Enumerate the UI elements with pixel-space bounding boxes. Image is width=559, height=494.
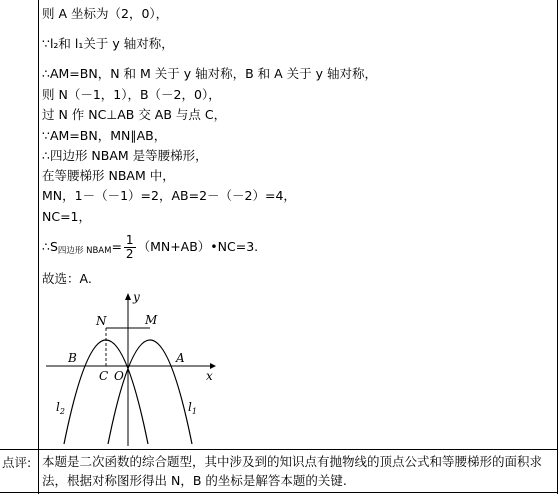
step-6: ∵AM=BN，MN∥AB， xyxy=(42,128,167,143)
bottom-border xyxy=(0,492,558,493)
label-m: M xyxy=(145,313,158,327)
label-l2: $l_2$ xyxy=(56,400,65,416)
step-8: 在等腰梯形 NBAM 中， xyxy=(42,168,175,183)
label-o: O xyxy=(114,369,124,383)
area-subscript: 四边形 NBAM xyxy=(57,246,112,256)
fraction-denominator: 2 xyxy=(125,247,134,261)
area-suffix: （MN+AB）•NC=3. xyxy=(137,239,259,254)
step-7: ∴四边形 NBAM 是等腰梯形， xyxy=(42,148,208,163)
y-axis-arrow xyxy=(125,293,131,300)
label-x: x xyxy=(206,369,213,383)
step-1: 则 A 坐标为（2，0）， xyxy=(42,6,169,21)
step-3: ∴AM=BN，N 和 M 关于 y 轴对称，B 和 A 关于 y 轴对称， xyxy=(42,66,377,81)
review-label: 点评: xyxy=(2,455,32,470)
review-text: 本题是二次函数的综合题型，其中涉及到的知识点有抛物线的顶点公式和等腰梯形的面积求法，根据对称图形得出 N，B 的坐标是解答本题的关键. xyxy=(42,454,543,488)
area-equals: = xyxy=(111,239,122,254)
parabola-diagram xyxy=(38,288,238,448)
fraction-numerator: 1 xyxy=(125,233,134,247)
review-row-top-border xyxy=(0,449,558,450)
area-prefix: ∴S xyxy=(42,239,58,254)
step-5: 过 N 作 NC⊥AB 交 AB 与点 C， xyxy=(42,107,227,122)
label-n: N xyxy=(96,314,107,328)
step-2: ∵l₂和 l₁关于 y 轴对称， xyxy=(42,36,174,51)
label-c: C xyxy=(99,369,109,383)
label-l1: $l_1$ xyxy=(188,400,197,416)
step-10: NC=1， xyxy=(42,209,92,224)
step-4: 则 N（－1，1），B（－2，0）， xyxy=(42,87,221,102)
area-formula xyxy=(42,232,258,266)
answer-line: 故选：A. xyxy=(42,271,92,286)
right-border xyxy=(557,0,558,494)
label-y: y xyxy=(133,290,140,304)
label-a: A xyxy=(176,351,185,365)
label-b: B xyxy=(68,351,77,365)
step-9: MN，1－（－1）=2，AB=2－（－2）=4， xyxy=(42,188,296,203)
area-fraction xyxy=(124,234,136,261)
